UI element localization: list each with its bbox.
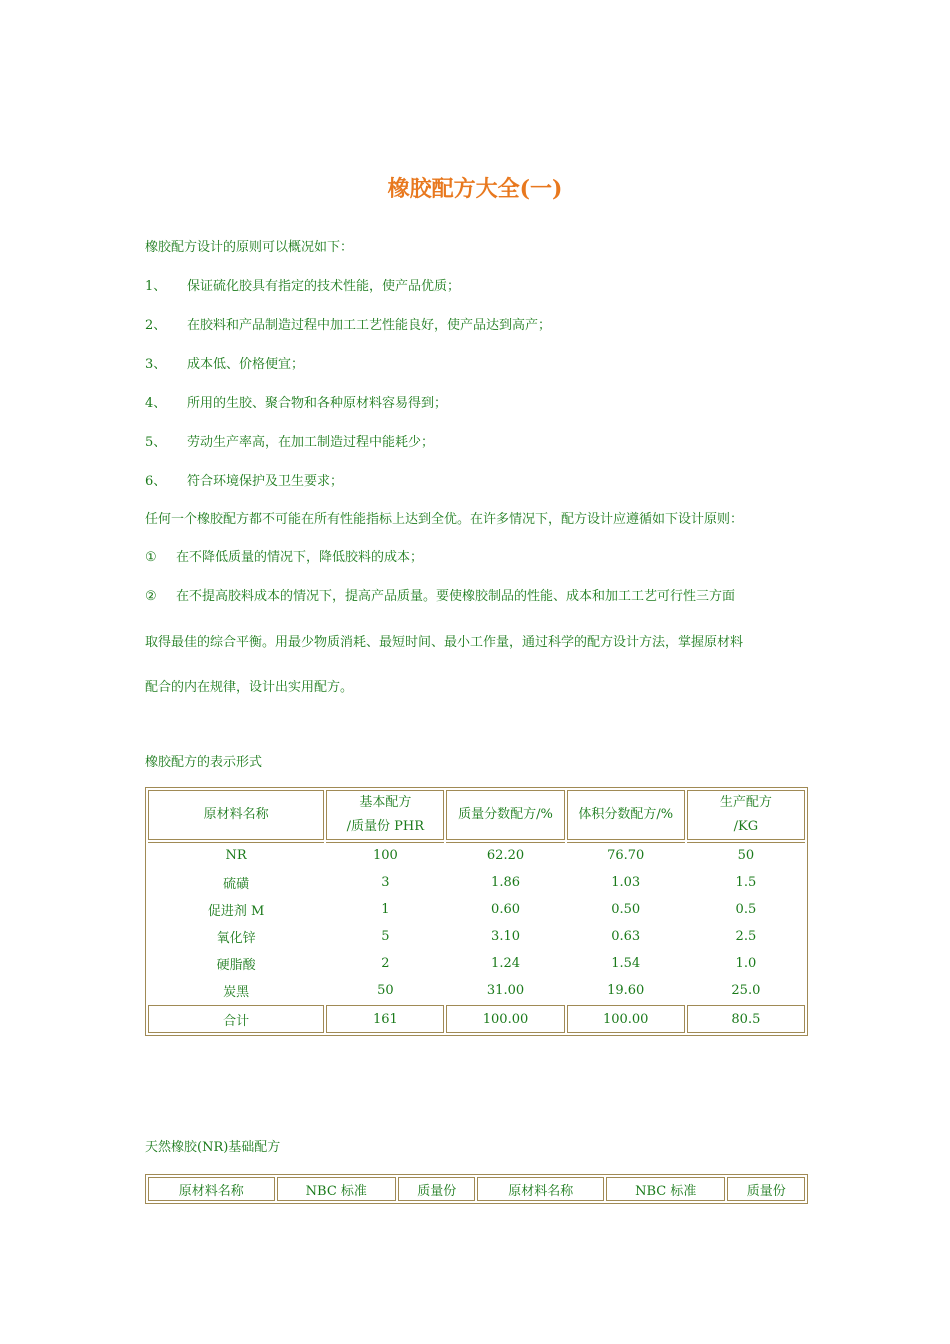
principle-text: 成本低、价格便宜；: [187, 357, 305, 372]
principle-number: 4、: [145, 396, 167, 411]
table-cell: 2: [381, 956, 390, 971]
table-cell: 1.86: [491, 875, 520, 890]
header-cell: [567, 790, 685, 840]
table-cell: 硫磺: [223, 877, 250, 892]
table-caption: 橡胶配方的表示形式: [145, 755, 263, 770]
table-header-row: [148, 1177, 805, 1201]
total-cell: 80.5: [687, 1005, 805, 1033]
table-cell: 5: [381, 929, 390, 944]
header-label: 体积分数配方/%: [578, 807, 674, 822]
principle-item: [145, 473, 343, 491]
nr-formula-table: [145, 1174, 808, 1204]
intro-text: 橡胶配方设计的原则可以概况如下：: [145, 240, 354, 255]
table-cell: 3.10: [491, 929, 520, 944]
table-cell: 2.5: [735, 929, 757, 944]
principle-item: [145, 395, 447, 413]
header-cell: 质量份: [727, 1177, 805, 1201]
design-principle-text: 在不提高胶料成本的情况下，提高产品质量。要使橡胶制品的性能、成本和加工工艺可行性三方面: [176, 589, 736, 604]
table-cell: 氧化锌: [216, 931, 256, 946]
header-cell: [326, 790, 444, 840]
design-principle-text: 在不降低质量的情况下，降低胶料的成本；: [176, 550, 424, 565]
paragraph-continuation: 配合的内在规律，设计出实用配方。: [145, 680, 354, 695]
table-cell: 3: [381, 875, 390, 890]
principle-number: 2、: [145, 318, 167, 333]
page-title: 橡胶配方大全(一): [387, 176, 563, 202]
circled-number: ①: [145, 550, 157, 565]
principle-text: 劳动生产率高，在加工制造过程中能耗少；: [187, 435, 435, 450]
principle-number: 3、: [145, 357, 167, 372]
table-cell: 62.20: [446, 842, 564, 868]
paragraph-continuation: 取得最佳的综合平衡。用最少物质消耗、最短时间、最小工作量，通过科学的配方设计方法，掌握原材料: [145, 635, 744, 650]
table-header-row: [148, 790, 805, 840]
table-row: [148, 978, 805, 1003]
paragraph: 任何一个橡胶配方都不可能在所有性能指标上达到全优。在许多情况下，配方设计应遵循如下设计原则：: [145, 512, 744, 527]
header-cell: NBC 标准: [277, 1177, 396, 1201]
principle-number: 1、: [145, 279, 167, 294]
table-cell: 76.70: [567, 842, 685, 868]
header-cell: NBC 标准: [606, 1177, 725, 1201]
table-caption: 天然橡胶(NR)基础配方: [145, 1140, 281, 1155]
table-cell: 硬脂酸: [216, 958, 256, 973]
table-cell: 1.54: [611, 956, 641, 971]
table-row: [148, 951, 805, 976]
principle-number: 5、: [145, 435, 167, 450]
principle-item: [145, 317, 551, 335]
total-cell: 100.00: [567, 1005, 685, 1033]
principle-text: 保证硫化胶具有指定的技术性能，使产品优质；: [187, 279, 461, 294]
table-row: [148, 924, 805, 949]
table-cell: 0.50: [611, 902, 641, 917]
principle-item: [145, 356, 304, 374]
total-cell: 161: [326, 1005, 444, 1033]
table-cell: 19.60: [607, 983, 645, 998]
header-label: 质量分数配方/%: [458, 807, 553, 822]
table-cell: NR: [148, 842, 324, 868]
design-principle: [145, 549, 423, 567]
table-cell: 31.00: [486, 983, 525, 998]
table-cell: 100: [326, 842, 444, 868]
table-cell: 1.5: [735, 875, 757, 890]
principle-text: 符合环境保护及卫生要求；: [187, 474, 344, 489]
header-cell: 原材料名称: [477, 1177, 604, 1201]
principle-item: [145, 434, 434, 452]
principle-number: 6、: [145, 474, 167, 489]
table-cell: 促进剂 M: [207, 904, 265, 919]
table-row: [148, 897, 805, 922]
header-cell: [687, 790, 805, 840]
formula-table: [145, 787, 808, 1036]
header-cell: [446, 790, 564, 840]
header-cell: 质量份: [398, 1177, 475, 1201]
header-cell: [148, 790, 324, 840]
table-row: [148, 842, 805, 868]
header-label: 基本配方: [359, 795, 412, 810]
table-total-row: [148, 1005, 805, 1033]
principle-text: 在胶料和产品制造过程中加工工艺性能良好，使产品达到高产；: [187, 318, 552, 333]
header-label-unit: /质量份 PHR: [346, 819, 425, 834]
table-cell: 0.5: [735, 902, 757, 917]
table-cell: 1.03: [611, 875, 641, 890]
table-cell: 0.60: [491, 902, 520, 917]
header-label-unit: /KG: [733, 819, 759, 834]
table-cell: 50: [377, 983, 394, 998]
table-cell: 炭黑: [223, 985, 250, 1000]
header-cell: 原材料名称: [148, 1177, 275, 1201]
table-cell: 1.24: [491, 956, 520, 971]
table-cell: 1.0: [735, 956, 757, 971]
total-cell: 合计: [148, 1005, 324, 1033]
total-cell: 100.00: [446, 1005, 564, 1033]
table-cell: 25.0: [731, 983, 761, 998]
table-cell: 1: [381, 902, 390, 917]
table-cell: 50: [687, 842, 805, 868]
principle-text: 所用的生胶、聚合物和各种原材料容易得到；: [187, 396, 448, 411]
table-row: [148, 870, 805, 895]
design-principle: [145, 588, 735, 606]
circled-number: ②: [145, 589, 157, 604]
table-cell: 0.63: [611, 929, 641, 944]
principle-item: [145, 278, 460, 296]
header-label: 原材料名称: [203, 807, 269, 822]
header-label: 生产配方: [719, 795, 772, 810]
